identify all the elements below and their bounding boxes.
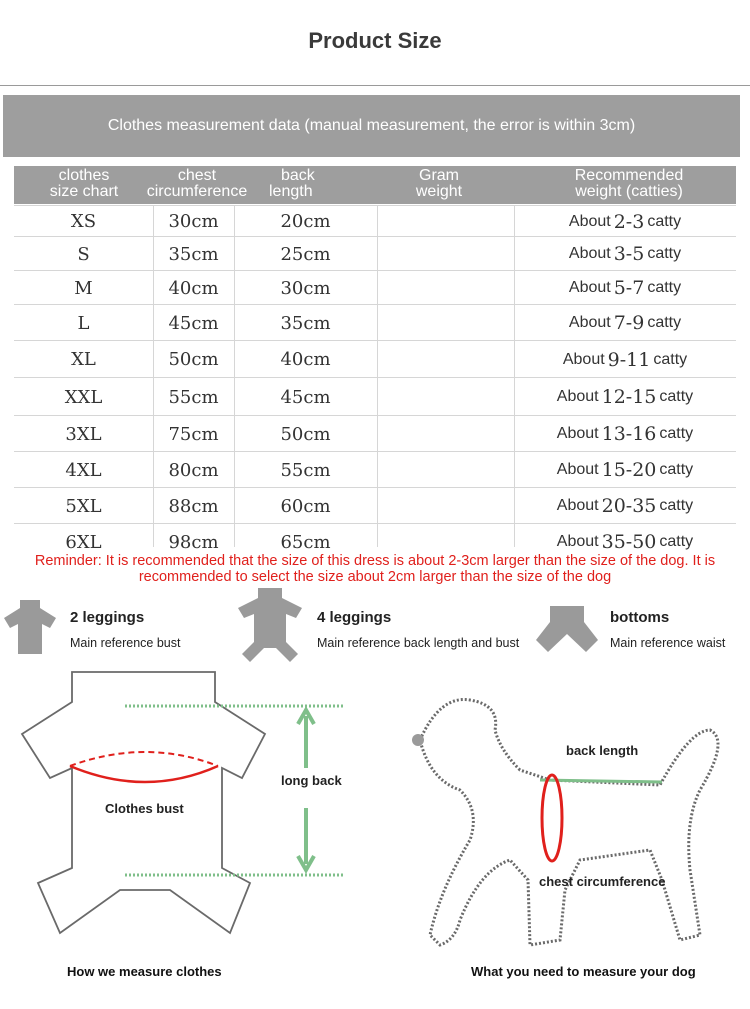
about-word: About — [556, 497, 599, 514]
cell-back: 65cm — [280, 531, 331, 553]
cell-recommended-weight — [514, 206, 736, 237]
cell-recommended-weight — [514, 305, 736, 341]
cell-back: 55cm — [280, 459, 331, 481]
weight-range: 13-16 — [601, 423, 657, 445]
cell-recommended-weight — [514, 237, 736, 271]
about-word: About — [556, 461, 599, 478]
unit-word: catty — [659, 388, 694, 405]
cell-recommended-weight — [514, 452, 736, 488]
cell-size: 3XL — [65, 423, 102, 445]
unit-word: catty — [647, 245, 682, 262]
cell-size: 4XL — [65, 459, 102, 481]
cell-gram — [377, 305, 514, 341]
cell-gram — [377, 416, 514, 452]
cell-size: XS — [70, 211, 97, 232]
about-word: About — [568, 212, 611, 230]
cell-chest: 45cm — [168, 312, 219, 334]
dog-measure-diagram — [400, 690, 740, 955]
cell-back: 25cm — [280, 243, 331, 265]
cell-chest: 55cm — [168, 386, 219, 408]
weight-range: 5-7 — [613, 277, 645, 299]
unit-word: catty — [647, 314, 682, 331]
cell-back: 50cm — [280, 423, 331, 445]
table-row — [14, 270, 736, 305]
table-row — [14, 451, 736, 488]
cell-back: 40cm — [280, 349, 331, 370]
table-row — [14, 205, 736, 237]
type-title-four-leggings: 4 leggings — [317, 609, 392, 626]
table-row — [14, 415, 736, 452]
cell-gram — [377, 237, 514, 271]
cell-size: 5XL — [65, 495, 102, 517]
banner-text: Clothes measurement data (manual measurement, the error is within 3cm) — [107, 117, 636, 134]
long-back-label: long back — [281, 773, 342, 788]
cell-recommended-weight — [514, 378, 736, 416]
measurement-banner — [3, 95, 740, 157]
about-word: About — [562, 350, 605, 368]
cell-size: L — [77, 312, 90, 334]
table-row — [14, 340, 736, 378]
cell-back: 20cm — [280, 211, 331, 232]
table-row — [14, 304, 736, 341]
unit-word: catty — [659, 425, 694, 442]
two-leg-garment-icon — [2, 598, 58, 656]
weight-range: 9-11 — [607, 348, 651, 371]
about-word: About — [568, 314, 611, 331]
title-divider — [0, 85, 750, 86]
type-title-bottoms: bottoms — [610, 609, 670, 626]
cell-recommended-weight — [514, 488, 736, 524]
caption-measure-clothes: How we measure clothes — [67, 964, 222, 979]
cell-gram — [377, 488, 514, 524]
about-word: About — [556, 388, 599, 405]
header-weight: Recommended weight (catties) — [574, 167, 684, 200]
cell-gram — [377, 206, 514, 237]
cell-chest: 30cm — [168, 211, 219, 232]
bottoms-garment-icon — [534, 604, 600, 654]
cell-back: 30cm — [280, 277, 331, 299]
clothes-bust-label: Clothes bust — [105, 801, 184, 816]
column-divider — [153, 205, 154, 547]
cell-size: M — [74, 277, 93, 299]
size-reminder: Reminder: It is recommended that the size of this dress is about 2-3cm larger than the size of the dog. It is recommended to select the size about 2cm larger than the size of the dog — [34, 553, 716, 585]
header-gram: Gram weight — [415, 167, 463, 200]
weight-range: 3-5 — [613, 243, 645, 265]
unit-word: catty — [659, 533, 694, 550]
about-word: About — [556, 425, 599, 442]
chest-circumference-label: chest circumference — [539, 874, 666, 889]
cell-recommended-weight — [514, 341, 736, 378]
cell-size: S — [77, 243, 90, 265]
type-desc-four-leggings: Main reference back length and bust — [317, 636, 520, 650]
unit-word: catty — [659, 461, 694, 478]
table-row — [14, 377, 736, 416]
cell-gram — [377, 452, 514, 488]
cell-gram — [377, 271, 514, 305]
unit-word: catty — [653, 350, 688, 368]
cell-chest: 98cm — [168, 531, 219, 553]
header-chest: chest circumference — [146, 167, 248, 200]
cell-chest: 80cm — [168, 459, 219, 481]
cell-back: 35cm — [280, 312, 331, 334]
weight-range: 35-50 — [601, 531, 657, 553]
type-desc-two-leggings: Main reference bust — [70, 636, 181, 650]
header-back: back length — [269, 167, 315, 200]
cell-chest: 50cm — [168, 349, 219, 370]
cell-back: 60cm — [280, 495, 331, 517]
about-word: About — [568, 279, 611, 296]
unit-word: catty — [647, 212, 682, 230]
column-divider — [514, 205, 515, 547]
cell-size: XL — [71, 349, 96, 370]
header-size: clothes size chart — [49, 167, 119, 200]
type-desc-bottoms: Main reference waist — [610, 636, 726, 650]
page-title: Product Size — [308, 28, 442, 53]
cell-chest: 88cm — [168, 495, 219, 517]
weight-range: 2-3 — [613, 210, 645, 233]
cell-chest: 40cm — [168, 277, 219, 299]
weight-range: 12-15 — [601, 386, 657, 408]
cell-recommended-weight — [514, 416, 736, 452]
cell-gram — [377, 341, 514, 378]
cell-size: XXL — [64, 386, 103, 408]
type-title-two-leggings: 2 leggings — [70, 609, 145, 626]
column-divider — [377, 205, 378, 547]
column-divider — [234, 205, 235, 547]
table-row — [14, 236, 736, 271]
cell-size: 6XL — [65, 531, 102, 553]
weight-range: 20-35 — [601, 495, 657, 517]
unit-word: catty — [647, 279, 682, 296]
cell-chest: 35cm — [168, 243, 219, 265]
unit-word: catty — [659, 497, 694, 514]
weight-range: 15-20 — [601, 459, 657, 481]
cell-recommended-weight — [514, 271, 736, 305]
caption-measure-dog: What you need to measure your dog — [471, 964, 696, 979]
four-leg-garment-icon — [236, 586, 304, 662]
cell-back: 45cm — [280, 386, 331, 408]
about-word: About — [556, 533, 599, 550]
cell-chest: 75cm — [168, 423, 219, 445]
about-word: About — [568, 245, 611, 262]
back-length-label: back length — [566, 743, 639, 758]
size-table-header — [14, 166, 736, 204]
weight-range: 7-9 — [613, 312, 645, 334]
cell-gram — [377, 378, 514, 416]
table-row — [14, 487, 736, 524]
